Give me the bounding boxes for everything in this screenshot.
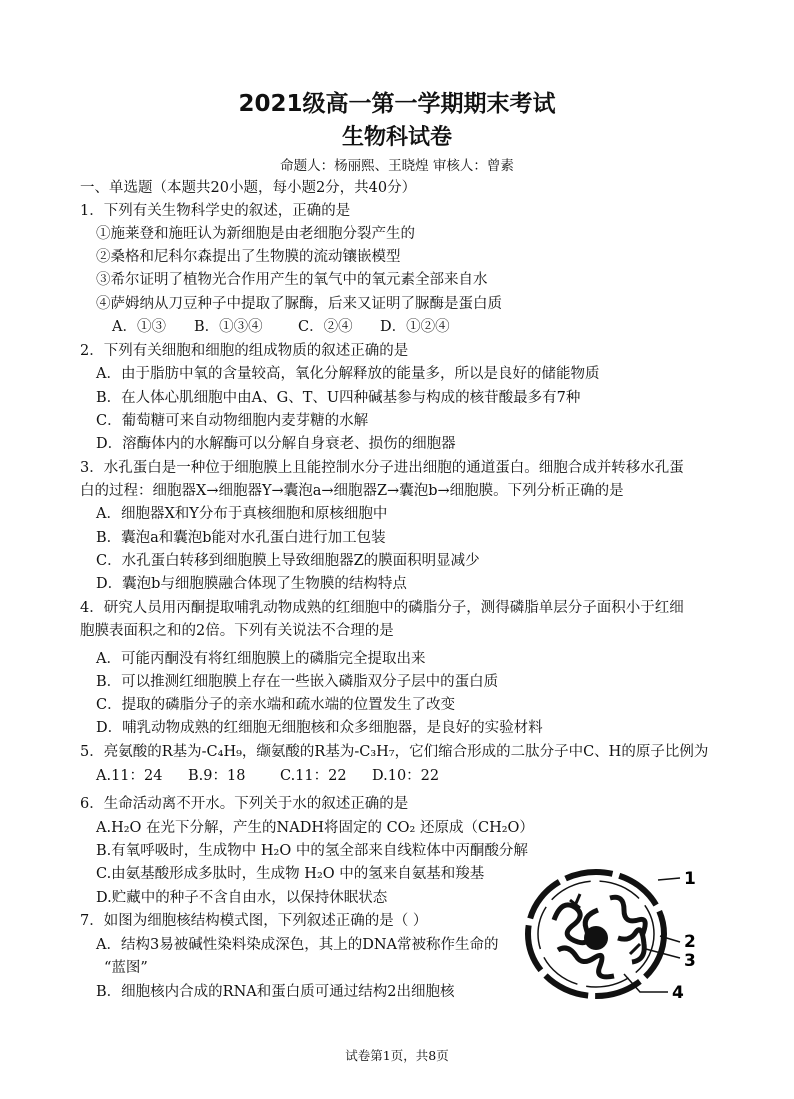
q6-option-b: B.有氧呼吸时，生成物中 H₂O 中的氢全部来自线粒体中丙酮酸分解	[96, 843, 528, 859]
q7-option-b: B．细胞核内合成的RNA和蛋白质可通过结构2出细胞核	[96, 984, 455, 1000]
q4-stem-line1: 4．研究人员用丙酮提取哺乳动物成熟的红细胞中的磷脂分子，测得磷脂单层分子面积小于红细	[80, 600, 684, 616]
chromatin-4	[618, 930, 644, 962]
q4-option-c: C．提取的磷脂分子的亲水端和疏水端的位置发生了改变	[96, 697, 456, 713]
figure-label-2: 2	[684, 932, 696, 952]
q6-option-d: D.贮藏中的种子不含自由水，以保持休眠状态	[96, 890, 388, 906]
q1-option-c: C．②④	[298, 319, 353, 335]
q3-option-c: C．水孔蛋白转移到细胞膜上导致细胞器Z的膜面积明显减少	[96, 553, 480, 569]
figure-label-4: 4	[672, 983, 684, 1003]
q1-stem: 1．下列有关生物科学史的叙述，正确的是	[80, 203, 351, 219]
q2-stem: 2．下列有关细胞和细胞的组成物质的叙述正确的是	[80, 343, 409, 359]
q4-option-b: B．可以推测红细胞膜上存在一些嵌入磷脂双分子层中的蛋白质	[96, 674, 499, 690]
q1-option-b: B．①③④	[194, 319, 263, 335]
q3-option-d: D．囊泡b与细胞膜融合体现了生物膜的结构特点	[96, 576, 407, 592]
figure-label-1: 1	[684, 869, 696, 889]
q5-option-b: B.9：18	[188, 768, 246, 784]
q5-option-c: C.11：22	[280, 768, 347, 784]
q3-stem-line1: 3．水孔蛋白是一种位于细胞膜上且能控制水分子进出细胞的通道蛋白。细胞合成并转移水孔蛋	[80, 460, 684, 476]
q1-statement-3: ③希尔证明了植物光合作用产生的氧气中的氧元素全部来自水	[96, 272, 488, 288]
q2-option-c: C．葡萄糖可来自动物细胞内麦芽糖的水解	[96, 413, 369, 429]
q5-option-d: D.10：22	[372, 768, 440, 784]
authors-line: 命题人：杨丽熙、王晓煌 审核人：曾素	[280, 158, 514, 174]
section-heading: 一、单选题（本题共20小题，每小题2分，共40分）	[80, 180, 417, 196]
q2-option-b: B．在人体心肌细胞中由A、G、T、U四种碱基参与构成的核苷酸最多有7种	[96, 390, 581, 406]
q7-stem: 7．如图为细胞核结构模式图，下列叙述正确的是（ ）	[80, 913, 428, 929]
q4-stem-line2: 胞膜表面积之和的2倍。下列有关说法不合理的是	[80, 623, 394, 639]
q6-option-a: A.H₂O 在光下分解，产生的NADH将固定的 CO₂ 还原成（CH₂O）	[96, 820, 534, 836]
q6-stem: 6．生命活动离不开水。下列关于水的叙述正确的是	[80, 796, 409, 812]
q3-stem-line2: 白的过程：细胞器X→细胞器Y→囊泡a→细胞器Z→囊泡b→细胞膜。下列分析正确的是	[80, 483, 624, 499]
exam-subtitle: 生物科试卷	[341, 125, 452, 150]
q3-option-b: B．囊泡a和囊泡b能对水孔蛋白进行加工包装	[96, 530, 386, 546]
page-footer: 试卷第1页，共8页	[345, 1048, 449, 1063]
exam-title: 2021级高一第一学期期末考试	[238, 91, 556, 117]
q5-option-a: A.11：24	[96, 768, 163, 784]
q5-stem: 5．亮氨酸的R基为-C₄H₉，缬氨酸的R基为-C₃H₇，它们缩合形成的二肽分子中C、H的原子比例为	[80, 744, 709, 760]
q5-options	[96, 766, 439, 786]
q3-option-a: A．细胞器X和Y分布于真核细胞和原核细胞中	[96, 506, 388, 522]
nucleus-structure-figure	[518, 858, 708, 1008]
q1-statement-2: ②桑格和尼科尔森提出了生物膜的流动镶嵌模型	[96, 249, 401, 265]
figure-label-3: 3	[684, 951, 696, 971]
q4-option-a: A．可能丙酮没有将红细胞膜上的磷脂完全提取出来	[96, 651, 426, 667]
q7-option-a-line1: A．结构3易被碱性染料染成深色，其上的DNA常被称作生命的	[96, 937, 499, 953]
q2-option-d: D．溶酶体内的水解酶可以分解自身衰老、损伤的细胞器	[96, 436, 456, 452]
q2-option-a: A．由于脂肪中氧的含量较高，氧化分解释放的能量多，所以是良好的储能物质	[96, 366, 600, 382]
q1-option-a: A．①③	[112, 319, 166, 335]
chromatin-2	[558, 948, 614, 977]
q7-option-a-line2: “蓝图”	[104, 960, 148, 976]
q6-option-c: C.由氨基酸形成多肽时，生成物 H₂O 中的氢来自氨基和羧基	[96, 866, 485, 882]
nucleolus	[584, 926, 608, 950]
q1-statement-1: ①施莱登和施旺认为新细胞是由老细胞分裂产生的	[96, 226, 415, 242]
q1-options	[112, 317, 450, 337]
q1-option-d: D．①②④	[380, 319, 450, 335]
q4-option-d: D．哺乳动物成熟的红细胞无细胞核和众多细胞器，是良好的实验材料	[96, 720, 543, 736]
q1-statement-4: ④萨姆纳从刀豆种子中提取了脲酶，后来又证明了脲酶是蛋白质	[96, 296, 502, 312]
